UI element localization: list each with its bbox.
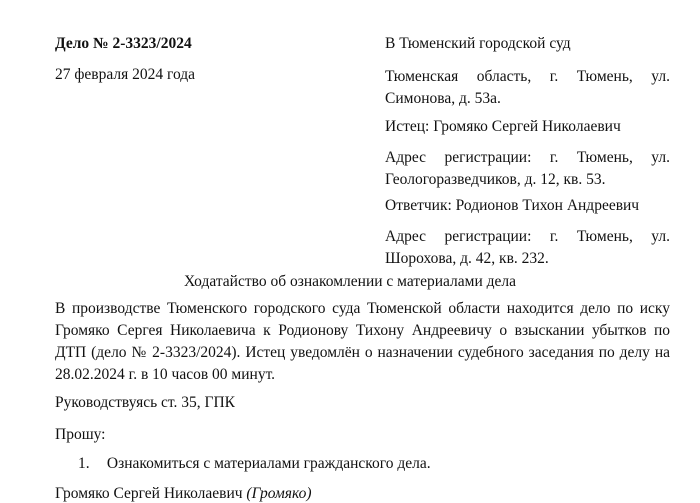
defendant-address-line-1: Адрес регистрации: г. Тюмень, ул.: [385, 228, 670, 245]
defendant-text: Ответчик: Родионов Тихон Андреевич: [385, 197, 640, 214]
signature-name: Громяко Сергей Николаевич: [55, 485, 243, 502]
defendant-address-line-2: Шорохова, д. 42, кв. 232.: [385, 250, 549, 267]
plaintiff-address: [385, 147, 670, 191]
request-item-number: 1.: [78, 455, 90, 472]
body-line: Громяко Сергея Николаевича к Родионову Тихону Андреевичу о взыскании убытков по: [55, 322, 670, 339]
court-address-line-2: Симонова, д. 53а.: [385, 90, 501, 107]
plaintiff-text: Истец: Громяко Сергей Николаевич: [385, 118, 621, 135]
signature: [55, 485, 312, 503]
court-name: [385, 35, 670, 53]
body-line: ДТП (дело № 2-3323/2024). Истец уведомлён о назначении судебного заседания по делу на: [55, 344, 670, 361]
defendant: [385, 197, 670, 215]
plaintiff-address-line-2: Геологоразведчиков, д. 12, кв. 53.: [385, 171, 606, 188]
case-number: Дело № 2-3323/2024: [55, 35, 192, 52]
body-line: 28.02.2024 г. в 10 часов 00 минут.: [55, 366, 276, 383]
document-title: Ходатайство об ознакомлении с материалами дела: [183, 273, 517, 290]
request-item-text: Ознакомиться с материалами гражданского дела.: [106, 455, 431, 472]
document-body: [55, 298, 670, 386]
plaintiff-address-line-1: Адрес регистрации: г. Тюмень, ул.: [385, 149, 670, 166]
plaintiff: [385, 118, 670, 136]
court-address-line-1: Тюменская область, г. Тюмень, ул.: [385, 68, 670, 85]
signature-mark: (Громяко): [246, 485, 312, 502]
request-item: [78, 455, 431, 473]
document-date: 27 февраля 2024 года: [55, 66, 196, 83]
legal-basis: Руководствуясь ст. 35, ГПК: [55, 394, 236, 411]
request-label: Прошу:: [55, 426, 106, 443]
defendant-address: [385, 226, 670, 270]
body-line: В производстве Тюменского городского суда Тюменской области находится дело по иску: [55, 300, 670, 317]
court-address: [385, 66, 670, 110]
court-name-text: В Тюменский городской суд: [385, 35, 571, 52]
